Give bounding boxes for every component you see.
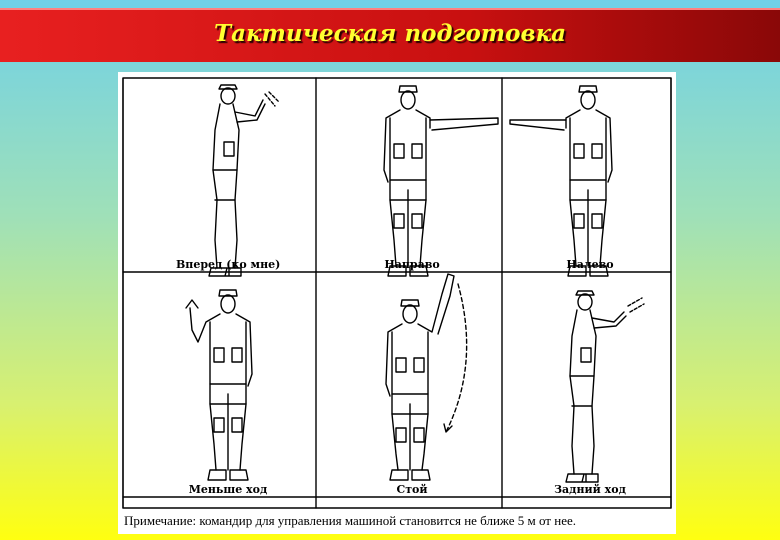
note-text: Примечание: командир для управления машиной становится не ближе 5 м от нее. xyxy=(124,513,576,528)
figure-left xyxy=(510,86,612,276)
signals-sheet xyxy=(118,72,676,534)
page-title: Тактическая подготовка xyxy=(213,20,567,47)
caption-stop: Стой xyxy=(396,483,428,496)
figure-stop xyxy=(386,274,467,480)
caption-left: Налево xyxy=(566,258,614,271)
caption-forward: Вперед (ко мне) xyxy=(176,258,281,271)
figure-forward xyxy=(209,85,279,276)
signals-grid xyxy=(118,72,676,534)
caption-slower: Меньше ход xyxy=(188,483,268,496)
caption-reverse: Задний ход xyxy=(554,483,626,496)
figure-slower xyxy=(186,290,252,480)
caption-right: Направо xyxy=(384,258,440,271)
figure-right xyxy=(384,86,498,276)
figure-reverse xyxy=(566,291,644,482)
